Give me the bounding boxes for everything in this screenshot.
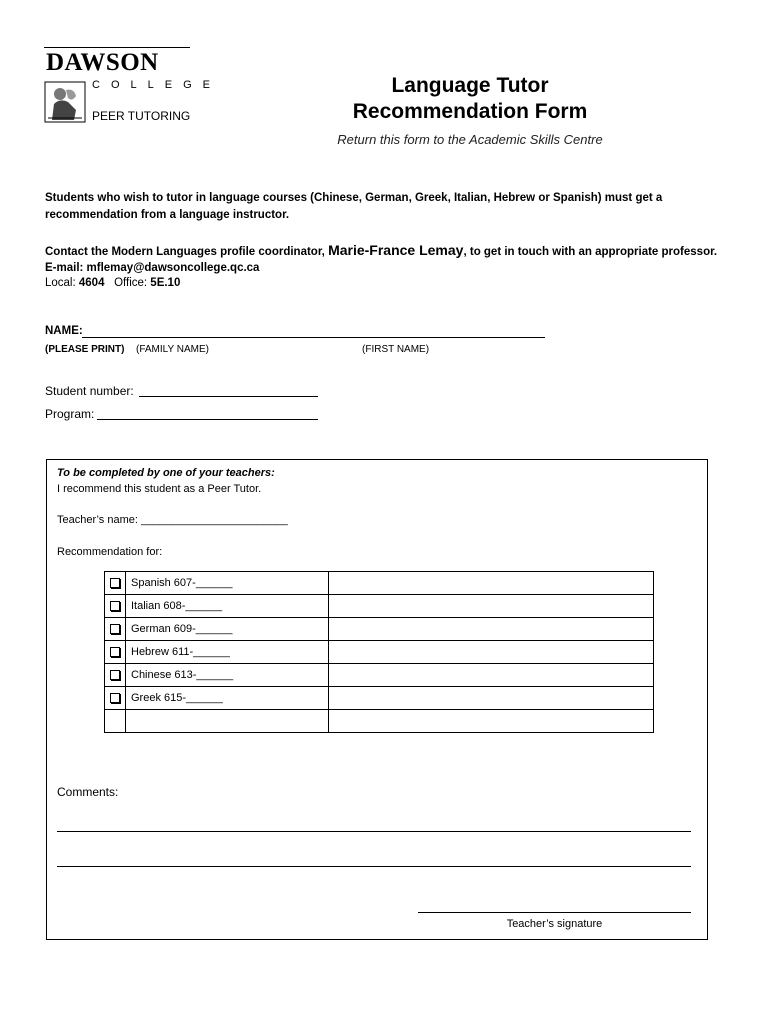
local-label: Local: [45,277,79,289]
contact-prefix: Contact the Modern Languages profile coordinator, [45,246,329,258]
logo-tagline: PEER TUTORING [92,109,191,123]
intro-line-1: Students who wish to tutor in language courses (Chinese, German, Greek, Italian, Hebrew or Spanish) must get a [45,192,663,204]
program-label: Program: [45,407,95,421]
subtitle: Return this form to the Academic Skills Centre [337,132,603,147]
course-row [105,618,654,641]
coordinator-name: Marie-France Lemay [328,242,464,258]
empty-cell[interactable] [126,710,329,733]
checkbox-cell[interactable] [105,641,126,664]
signature-line[interactable] [418,912,691,913]
name-input-line[interactable] [82,337,545,338]
course-notes-cell[interactable] [329,618,654,641]
first-name-caption: (FIRST NAME) [362,344,430,355]
checkbox-icon[interactable] [110,601,120,611]
course-row-empty [105,710,654,733]
course-notes-cell[interactable] [329,572,654,595]
checkbox-cell[interactable] [105,664,126,687]
checkbox-icon[interactable] [110,693,120,703]
logo-top-rule [44,47,190,48]
contact-suffix: , to get in touch with an appropriate professor. [463,246,718,258]
checkbox-icon[interactable] [110,670,120,680]
course-row [105,641,654,664]
course-notes-cell[interactable] [329,641,654,664]
office-value: 5E.10 [150,277,181,289]
course-row [105,572,654,595]
course-label: Spanish 607-______ [126,572,329,595]
local-office-line [45,274,180,292]
email-line: E-mail: mflemay@dawsoncollege.qc.ca [45,262,260,274]
course-label: Chinese 613-______ [126,664,329,687]
page-title [320,73,620,125]
course-row [105,595,654,618]
empty-cell[interactable] [329,710,654,733]
peer-tutoring-illustration-icon [44,80,86,124]
family-name-caption: (FAMILY NAME) [136,344,209,355]
local-value: 4604 [78,277,105,289]
student-number-input-line[interactable] [139,396,318,397]
course-row [105,664,654,687]
course-label: Italian 608-______ [126,595,329,618]
course-notes-cell[interactable] [329,687,654,710]
checkbox-icon[interactable] [110,624,120,634]
please-print-note: (PLEASE PRINT) [45,344,125,355]
office-label: Office: [114,277,151,289]
teacher-section-heading: To be completed by one of your teachers: [57,467,275,479]
comments-label: Comments: [57,785,119,799]
student-number-label: Student number: [45,384,134,398]
logo-wordmark: DAWSON [46,49,159,76]
name-label: NAME: [45,325,83,337]
program-input-line[interactable] [97,419,318,420]
contact-line [45,241,717,261]
teacher-name-field[interactable]: Teacher’s name: ________________________ [57,514,288,526]
logo-college: COLLEGE [92,79,221,91]
checkbox-icon[interactable] [110,578,120,588]
course-label: Hebrew 611-______ [126,641,329,664]
comments-line-1[interactable] [57,831,691,832]
course-notes-cell[interactable] [329,664,654,687]
checkbox-cell[interactable] [105,618,126,641]
intro-line-2: recommendation from a language instructor. [45,209,290,221]
recommend-text: I recommend this student as a Peer Tutor. [57,483,262,495]
course-label: German 609-______ [126,618,329,641]
comments-line-2[interactable] [57,866,691,867]
course-label: Greek 615-______ [126,687,329,710]
course-row [105,687,654,710]
checkbox-cell[interactable] [105,572,126,595]
course-notes-cell[interactable] [329,595,654,618]
checkbox-cell[interactable] [105,687,126,710]
title-line-1: Language Tutor [391,74,549,97]
signature-caption: Teacher’s signature [506,918,603,930]
course-table [104,571,654,733]
checkbox-icon[interactable] [110,647,120,657]
checkbox-cell[interactable] [105,595,126,618]
title-line-2: Recommendation Form [352,100,588,123]
empty-cell[interactable] [105,710,126,733]
recommendation-for-label: Recommendation for: [57,546,163,558]
